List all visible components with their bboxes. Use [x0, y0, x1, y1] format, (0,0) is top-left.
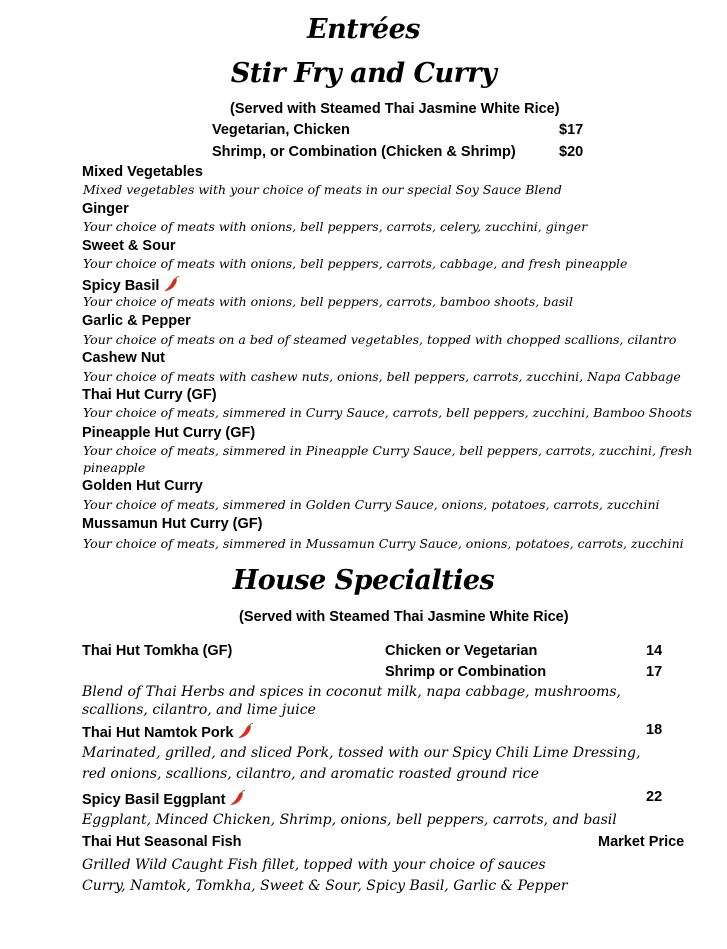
item-description: Your choice of meats, simmered in Golden Curry Sauce, onions, potatoes, carrots, zucchini — [83, 497, 660, 512]
item-name: Spicy Basil — [82, 277, 160, 294]
item-description: Your choice of meats on a bed of steamed vegetables, topped with chopped scallions, cilantro — [83, 332, 677, 347]
item-name: Pineapple Hut Curry (GF) — [82, 425, 256, 441]
specialty-description: red onions, scallions, cilantro, and aromatic roasted ground rice — [82, 766, 540, 782]
specialty-name: Thai Hut Seasonal Fish — [82, 834, 242, 850]
item-name: Golden Hut Curry — [82, 478, 203, 494]
specialty-name-row — [82, 789, 247, 811]
entrees-title: Entrées — [307, 14, 420, 45]
item-description: Your choice of meats with onions, bell peppers, carrots, cabbage, and fresh pineapple — [83, 256, 628, 271]
item-description: Your choice of meats with onions, bell peppers, carrots, celery, zucchini, ginger — [83, 219, 588, 234]
specialty-name-row — [82, 722, 255, 744]
price-label-veg-chicken: Vegetarian, Chicken — [212, 122, 350, 138]
specialty-description: Curry, Namtok, Tomkha, Sweet & Sour, Spicy Basil, Garlic & Pepper — [82, 878, 568, 894]
specialty-option-label: Shrimp or Combination — [385, 664, 547, 680]
item-name: Cashew Nut — [82, 350, 165, 366]
specialty-description: Eggplant, Minced Chicken, Shrimp, onions, bell peppers, carrots, and basil — [82, 812, 617, 828]
entrees-served-note: (Served with Steamed Thai Jasmine White Rice) — [230, 101, 560, 117]
specialties-served-note: (Served with Steamed Thai Jasmine White Rice) — [239, 609, 569, 625]
specialty-description: scallions, cilantro, and lime juice — [82, 702, 316, 718]
item-description: Your choice of meats with onions, bell peppers, carrots, bamboo shoots, basil — [83, 294, 574, 309]
specialty-description: Blend of Thai Herbs and spices in coconut milk, napa cabbage, mushrooms, — [82, 684, 621, 700]
specialty-option-price: 14 — [646, 643, 663, 659]
specialty-price: Market Price — [598, 834, 685, 850]
item-name: Sweet & Sour — [82, 238, 176, 254]
price-shrimp-combo: $20 — [559, 144, 584, 160]
item-description: Mixed vegetables with your choice of meats in our special Soy Sauce Blend — [83, 182, 562, 197]
item-description: Your choice of meats with cashew nuts, onions, bell peppers, carrots, zucchini, Napa Cabbage — [83, 369, 681, 384]
item-description: Your choice of meats, simmered in Curry Sauce, carrots, bell peppers, zucchini, Bamboo Shoots — [83, 405, 692, 420]
price-label-shrimp-combo: Shrimp, or Combination (Chicken & Shrimp) — [212, 144, 516, 160]
price-veg-chicken: $17 — [559, 122, 584, 138]
specialty-price: 22 — [646, 789, 663, 805]
item-name: Mussamun Hut Curry (GF) — [82, 516, 263, 532]
chili-pepper-icon — [237, 722, 255, 744]
specialty-option-price: 17 — [646, 664, 663, 680]
item-description-continued: pineapple — [83, 460, 146, 475]
item-description: Your choice of meats, simmered in Mussamun Curry Sauce, onions, potatoes, carrots, zucchini — [83, 536, 684, 551]
specialty-option-label: Chicken or Vegetarian — [385, 643, 538, 659]
specialty-description: Marinated, grilled, and sliced Pork, tossed with our Spicy Chili Lime Dressing, — [82, 745, 641, 761]
item-name: Mixed Vegetables — [82, 164, 203, 180]
item-name: Ginger — [82, 201, 129, 217]
specialties-title: House Specialties — [232, 565, 495, 596]
specialty-name: Thai Hut Tomkha (GF) — [82, 643, 233, 659]
specialty-description: Grilled Wild Caught Fish fillet, topped with your choice of sauces — [82, 857, 546, 873]
item-name: Garlic & Pepper — [82, 313, 191, 329]
specialty-price: 18 — [646, 722, 663, 738]
specialty-name: Spicy Basil Eggplant — [82, 791, 226, 808]
item-name: Thai Hut Curry (GF) — [82, 387, 217, 403]
entrees-subtitle: Stir Fry and Curry — [230, 58, 497, 89]
chili-pepper-icon — [229, 789, 247, 811]
specialty-name: Thai Hut Namtok Pork — [82, 724, 234, 741]
item-description: Your choice of meats, simmered in Pineapple Curry Sauce, bell peppers, carrots, zucchini, fresh — [83, 443, 693, 458]
